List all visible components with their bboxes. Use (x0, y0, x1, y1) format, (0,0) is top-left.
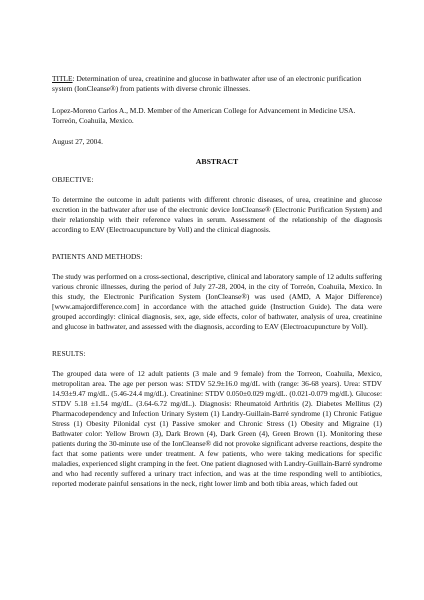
author-line: Lopez-Moreno Carlos A., M.D. Member of the American College for Advancement in Medicine USA. Torreón, Coahuila, Mexico. (52, 106, 356, 125)
results-heading: RESULTS: (52, 349, 86, 358)
methods-body: The study was performed on a cross-sectional, descriptive, clinical and laboratory sample of 12 adults suffering various chronic illnesses, during the period of July 27-28, 2004, in the city of Torreón, Coahuila, Mexico. In this study, the Electronic Purification System (IonCleanse®) was used (AMD, A Major Difference) [www.amajordifference.com] in accordance with the attached guide (Instruction Guide). The data were grouped accordingly: clinical diagnosis, sex, age, side effects, color of bathwater, analysis of urea, creatinine and glucose in bathwater, and assessed with the diagnosis, according to EAV (Electroacupuncture by Voll). (52, 272, 382, 331)
objective-body: To determine the outcome in adult patients with different chronic diseases, of urea, creatinine and glucose excretion in the bathwater after use of the electronic device IonCleanse® (Electronic Purification System) and their relationship with their reference values in serum. Assessment of the relationship of the diagnosis according to EAV (Electroacupuncture by Voll) and the clinical diagnosis. (52, 195, 382, 234)
document-content (52, 74, 382, 489)
objective-heading: OBJECTIVE: (52, 175, 94, 184)
date-line: August 27, 2004. (52, 137, 103, 146)
paper-title: TITLE: Determination of urea, creatinine and glucose in bathwater after use of an electronic purification system (IonCleanse®) from patients with diverse chronic illnesses. (52, 74, 362, 93)
title-label: TITLE (52, 74, 73, 83)
methods-heading: PATIENTS AND METHODS: (52, 252, 143, 261)
abstract-heading: ABSTRACT (195, 157, 239, 166)
results-body: The grouped data were of 12 adult patients (3 male and 9 female) from the Torreon, Coahuila, Mexico, metropolitan area. The age per person was: STDV 52.9±16.0 mg/dL with (range: 36-68 years). Urea: STDV 14.93±9.47 mg/dL. (5.46-24.4 mg/dL). Creatinine: STDV 0.050±0.029 mg/dL. (0.021-0.079 mg/dL). Glucose: STDV 5.18 ±1.54 mg/dL. (3.64-6.72 mg/dL.). Diagnosis: Rheumatoid Arthritis (2). Diabetes Mellitus (2) Pharmacodependency and Infection Urinary System (1) Landry-Guillain-Barré syndrome (1) Chronic Fatigue Stress (1) Obesity Pilonidal cyst (1) Passive smoker and Chronic Stress (1) Obesity and Migraine (1) Bathwater color: Yellow Brown (3), Dark Brown (4), Dark Green (4), Green Brown (1). Monitoring these patients during the 30-minute use of the IonCleanse® did not provoke significant adverse reactions, despite the fact that some patients were under treatment. A few patients, who were taking medications for specific maladies, experienced slight cramping in the feet. One patient diagnosed with Landry-Guillain-Barré syndrome and who had recently suffered a urinary tract infection, and was at the time responding well to antibiotics, reported moderate painful sensations in the neck, right lower limb and both tibia areas, which faded out (52, 369, 382, 488)
title-text: Determination of urea, creatinine and glucose in bathwater after use of an electronic purification system (IonCleanse®) from patients with diverse chronic illnesses. (52, 74, 362, 93)
